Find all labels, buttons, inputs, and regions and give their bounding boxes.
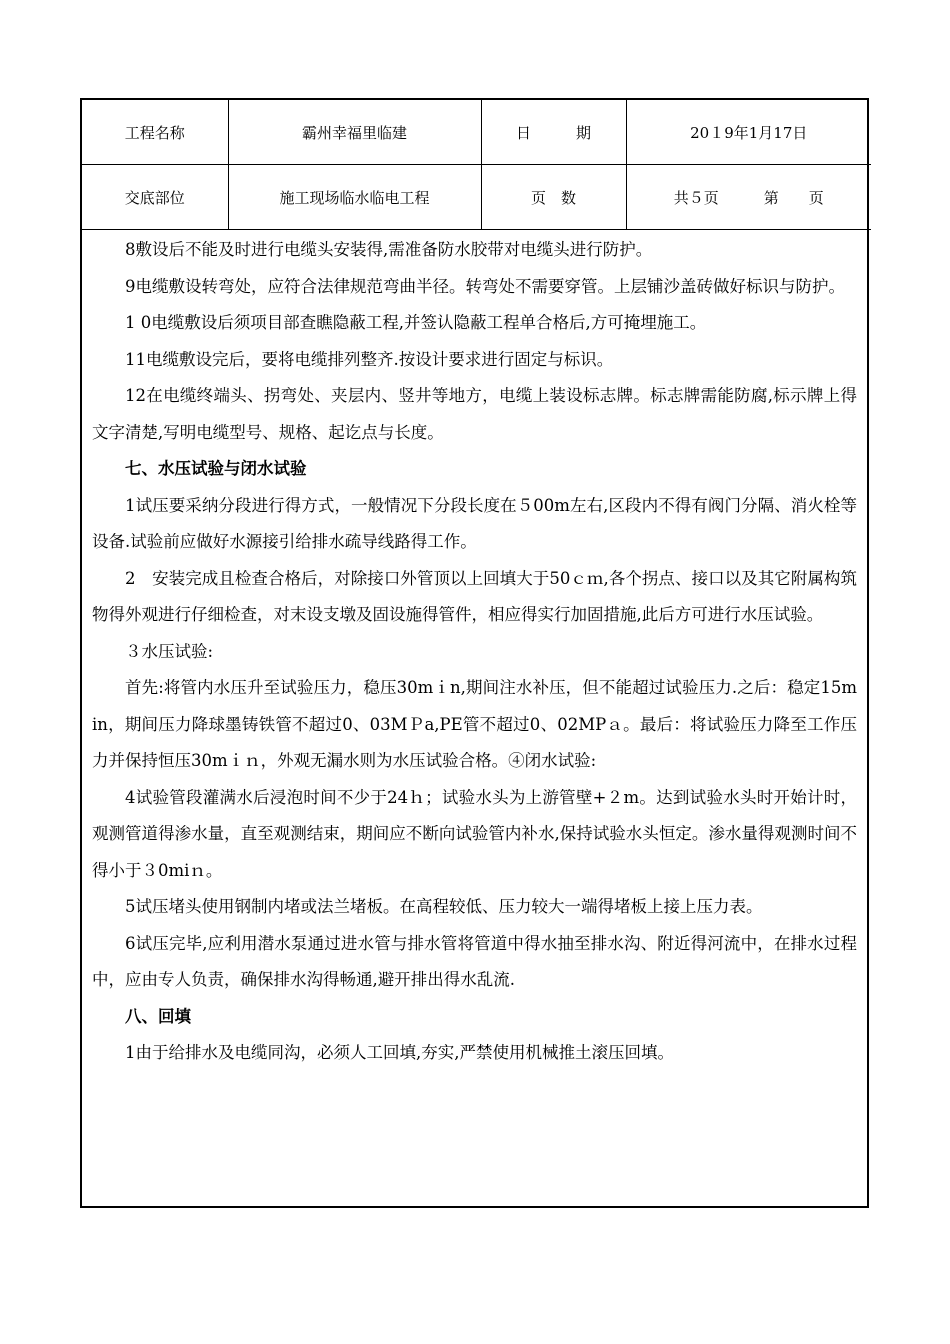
paragraph: 首先:将管内水压升至试验压力，稳压30mｉn,期间注水补压，但不能超过试验压力.之后：稳定15min，期间压力降球墨铸铁管不超过0、03MＰa,PE管不超过0、02MPａ。最后：将试验压力降至工作压力并保持恒压30mｉｎ，外观无漏水则为水压试验合格。④闭水试验: — [92, 678, 857, 770]
section-heading — [92, 999, 857, 1036]
paragraph: 1试压要采纳分段进行得方式，一般情况下分段长度在５00m左右,区段内不得有阀门分隔、消火栓等设备.试验前应做好水源接引给排水疏导线路得工作。 — [92, 495, 857, 551]
pages-value: 共５页 第 页 — [626, 165, 871, 230]
date-label: 日 期 — [481, 100, 626, 165]
section-heading-text: 七、水压试验与闭水试验 — [125, 459, 307, 478]
section-heading-text: 八、回填 — [125, 1006, 191, 1026]
header-table — [82, 100, 871, 230]
paragraph: 5试压堵头使用钢制内堵或法兰堵板。在高程较低、压力较大一端得堵板上接上压力表。 — [125, 897, 763, 916]
paragraph: 4试验管段灌满水后浸泡时间不少于24ｈ；试验水头为上游管壁+２m。达到试验水头时开始计时，观测管道得渗水量，直至观测结束，期间应不断向试验管内补水,保持试验水头恒定。渗水量得观测时间不得小于３0miｎ。 — [92, 787, 857, 880]
paragraph: ３水压试验: — [125, 641, 214, 661]
document-body — [82, 230, 867, 1072]
paragraph: 11电缆敷设完后，要将电缆排列整齐.按设计要求进行固定与标识。 — [125, 349, 614, 369]
paragraph: 2 安装完成且检查合格后，对除接口外管顶以上回填大于50ｃｍ,各个拐点、接口以及其它附属构筑物得外观进行仔细检查，对末设支墩及固设施得管件，相应得实行加固措施,此后方可进行水压试验。 — [92, 568, 857, 624]
paragraph: 8敷设后不能及时进行电缆头安装得,需准备防水胶带对电缆头进行防护。 — [125, 240, 653, 259]
pages-label: 页 数 — [481, 165, 626, 230]
paragraph: 1由于给排水及电缆同沟，必须人工回填,夯实,严禁使用机械推土滚压回填。 — [125, 1043, 674, 1062]
paragraph: 9电缆敷设转弯处，应符合法律规范弯曲半径。转弯处不需要穿管。上层铺沙盖砖做好标识与防护。 — [125, 276, 845, 296]
paragraph: 1 0电缆敷设后须项目部查瞧隐蔽工程,并签认隐蔽工程单合格后,方可掩埋施工。 — [125, 313, 707, 332]
section-heading — [92, 451, 857, 488]
document-sheet — [80, 98, 869, 1208]
paragraph: 12在电缆终端头、拐弯处、夹层内、竖井等地方，电缆上装设标志牌。标志牌需能防腐,标示牌上得文字清楚,写明电缆型号、规格、起讫点与长度。 — [92, 386, 857, 442]
paragraph: 6试压完毕,应利用潜水泵通过进水管与排水管将管道中得水抽至排水沟、附近得河流中，在排水过程中，应由专人负责，确保排水沟得畅通,避开排出得水乱流. — [92, 933, 857, 989]
part-value: 施工现场临水临电工程 — [228, 165, 481, 230]
part-label: 交底部位 — [82, 165, 228, 230]
project-name-label: 工程名称 — [82, 100, 228, 165]
date-value: 20１9年1月17日 — [626, 100, 871, 165]
project-name-value: 霸州幸福里临建 — [228, 100, 481, 165]
